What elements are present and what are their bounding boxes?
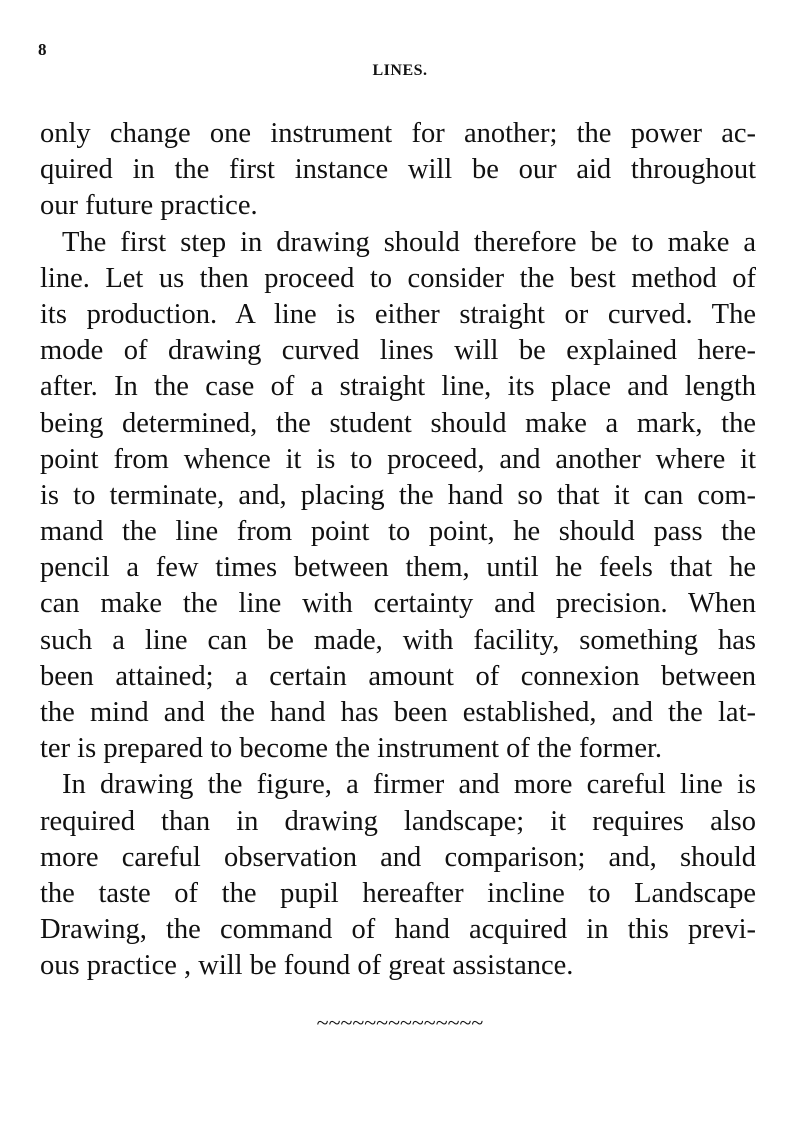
text-line: our future practice.	[40, 190, 258, 222]
text-line: the mind and the hand has been established, and the lat-	[40, 697, 756, 728]
text-line: only change one instrument for another; the power ac-	[40, 118, 756, 149]
text-line: can make the line with certainty and precision. When	[40, 588, 756, 620]
text-line: Drawing, the command of hand acquired in this previ-	[40, 914, 756, 946]
text-line: been attained; a certain amount of connexion between	[40, 660, 756, 692]
paragraph-3	[40, 767, 756, 984]
text-line: is to terminate, and, placing the hand so that it can com-	[40, 479, 756, 511]
paragraph-2	[40, 225, 756, 768]
text-line: ter is prepared to become the instrument of the former.	[40, 733, 663, 765]
text-line: after. In the case of a straight line, its place and length	[40, 371, 756, 403]
text-line: mand the line from point to point, he should pass the	[40, 516, 756, 548]
body-text	[40, 116, 756, 985]
text-line: required than in drawing landscape; it requires also	[40, 805, 756, 837]
text-line: quired in the first instance will be our aid throughout	[40, 154, 756, 186]
text-line: ous practice , will be found of great assistance.	[40, 950, 574, 982]
text-line: point from whence it is to proceed, and another where it	[40, 443, 756, 475]
text-line: mode of drawing curved lines will be explained here-	[40, 335, 756, 367]
text-line: more careful observation and comparison; and, should	[40, 841, 756, 873]
text-line: such a line can be made, with facility, something has	[40, 624, 756, 656]
section-divider-ornament: ~~~~~~~~~~~~~~	[316, 1010, 484, 1035]
text-line: being determined, the student should make a mark, the	[40, 407, 756, 439]
running-head: LINES.	[372, 62, 428, 79]
text-line: the taste of the pupil hereafter incline to Landscape	[40, 877, 756, 909]
paragraph-1	[40, 116, 756, 225]
text-line: In drawing the figure, a firmer and more careful line is	[62, 769, 756, 801]
text-line: The first step in drawing should therefore be to make a	[62, 226, 756, 258]
text-line: its production. A line is either straight or curved. The	[40, 298, 756, 330]
text-line: pencil a few times between them, until he feels that he	[40, 552, 756, 584]
text-line: line. Let us then proceed to consider the best method of	[40, 262, 756, 294]
page-number: 8	[38, 40, 47, 59]
